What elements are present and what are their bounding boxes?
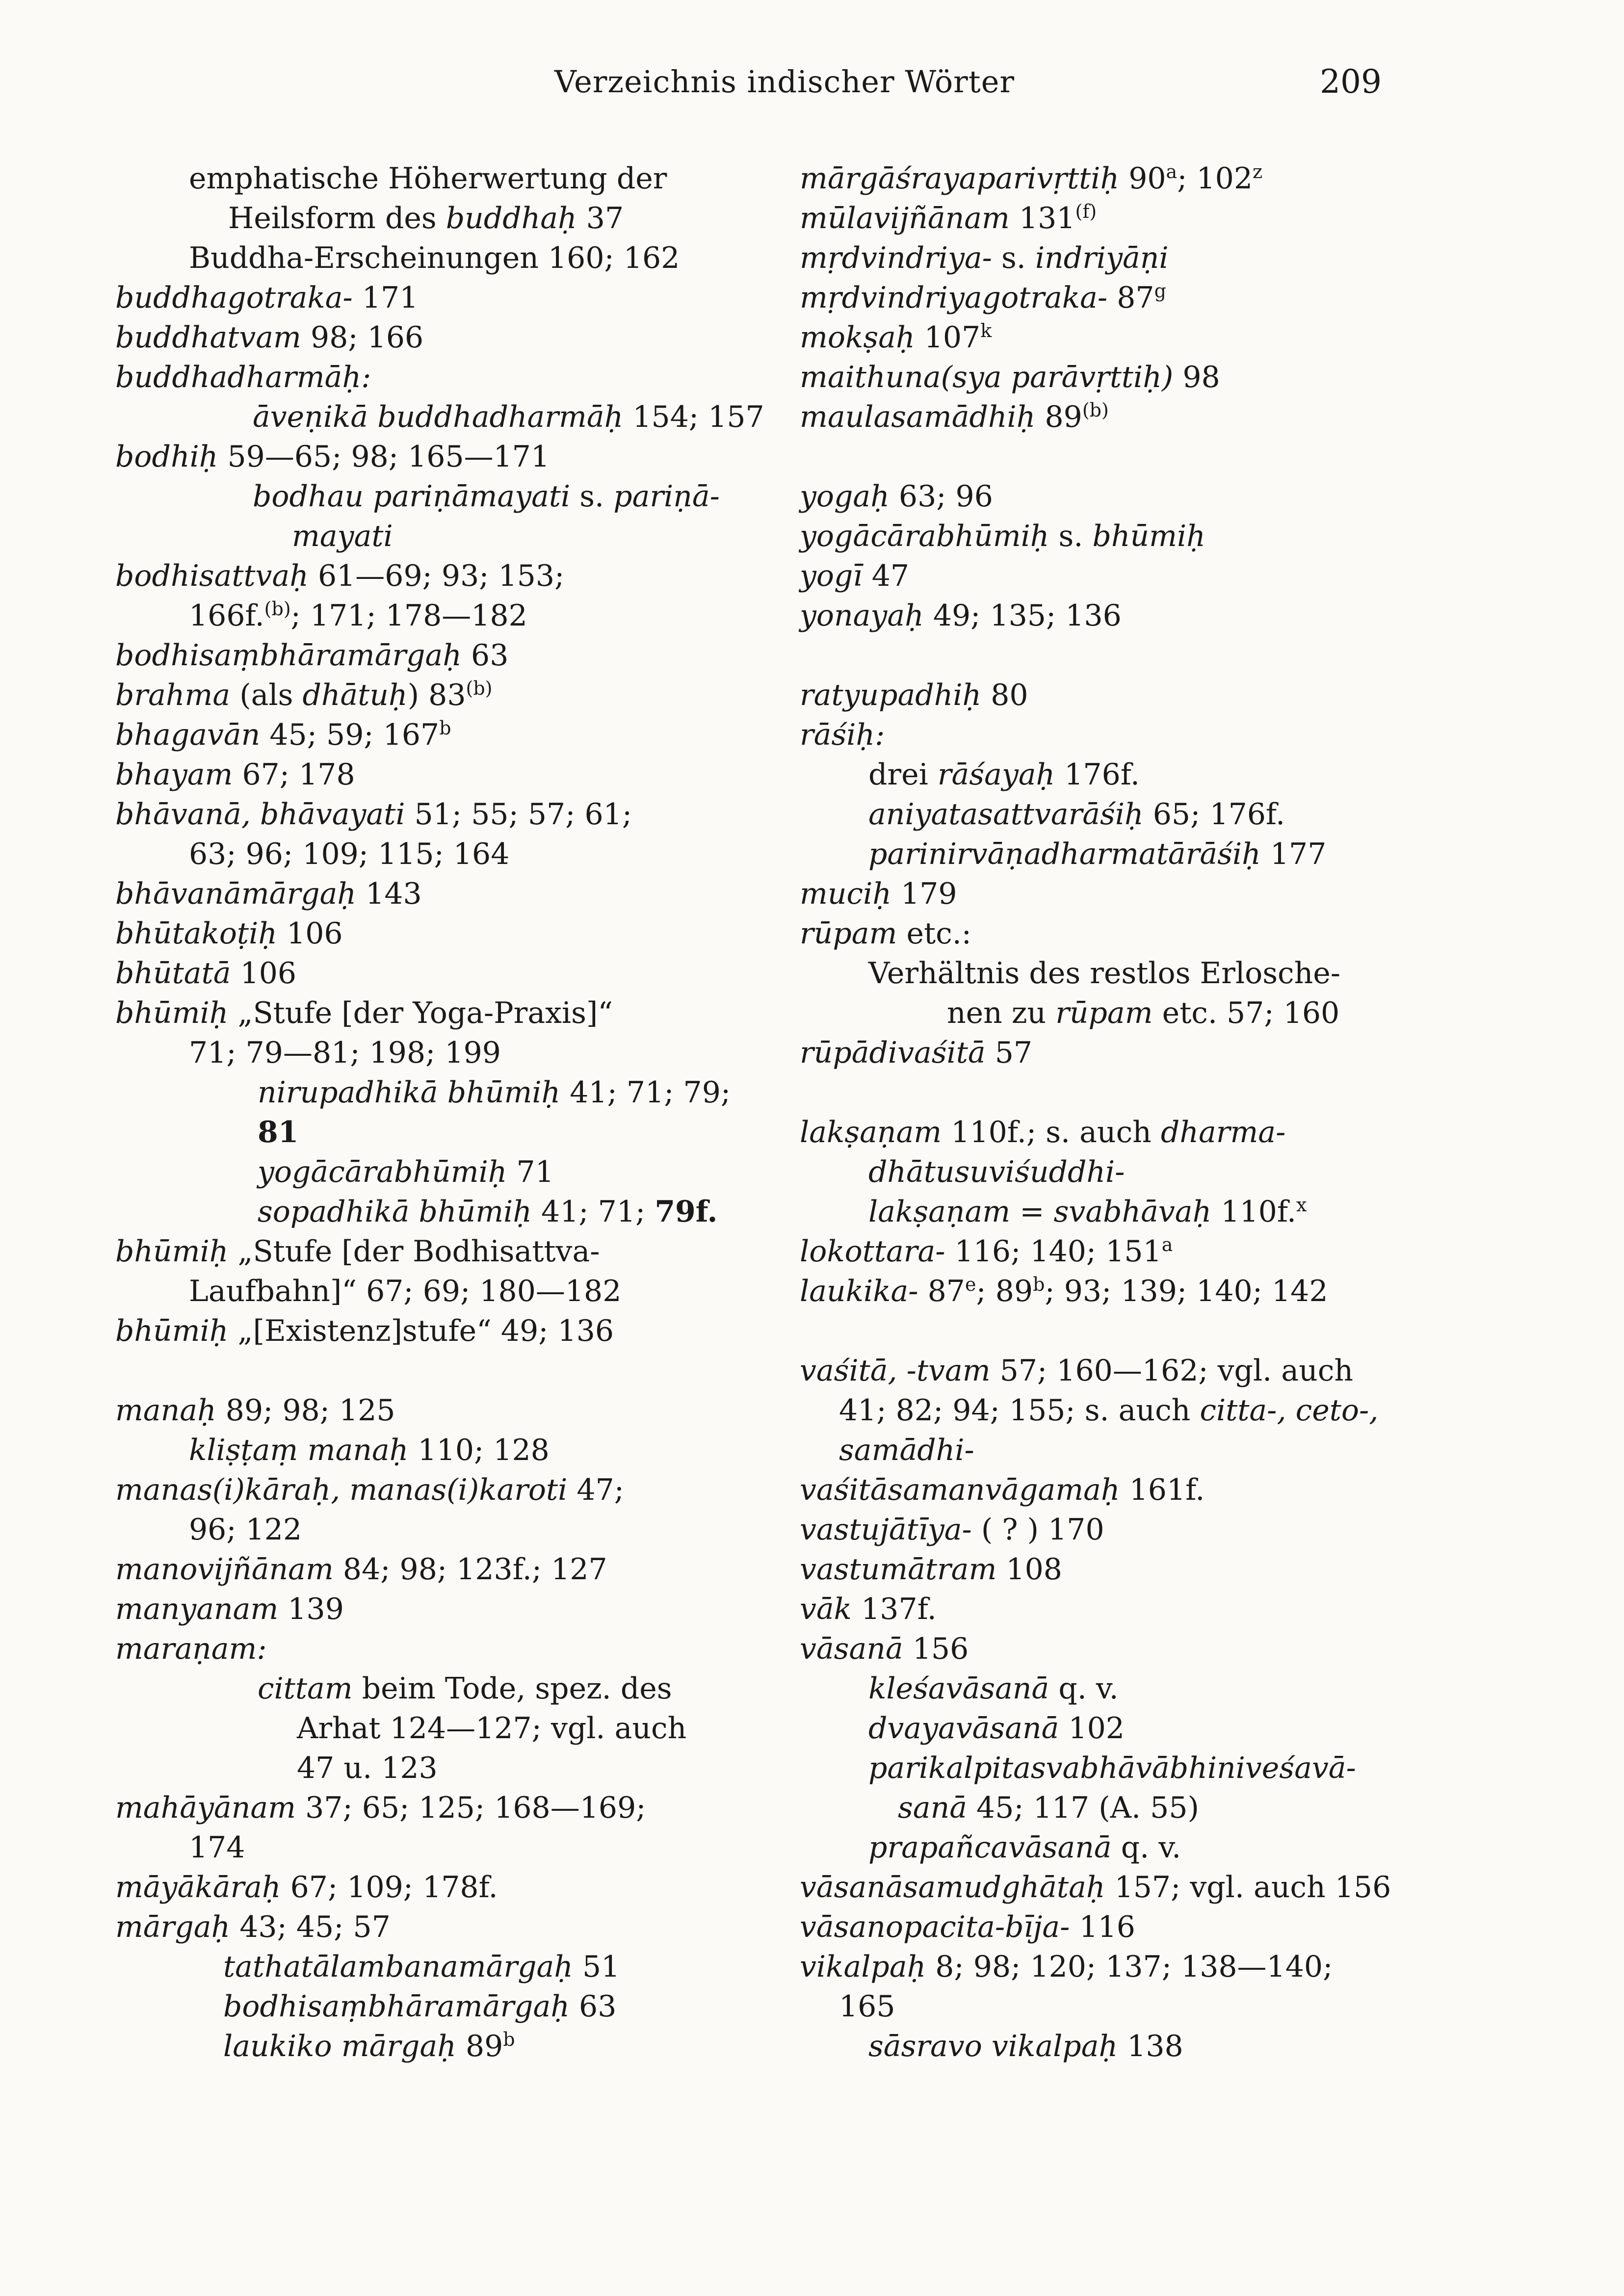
index-text: s. <box>570 479 614 514</box>
index-term: vaśitāsamanvāgamaḥ <box>800 1473 1120 1507</box>
index-line <box>868 1748 1356 1789</box>
index-text: 165 <box>839 1989 895 2024</box>
index-term: tathatālambanamārgaḥ <box>223 1950 573 1984</box>
index-term: sanā <box>898 1791 967 1825</box>
index-text: 106 <box>277 916 343 951</box>
index-text: ; 89 <box>976 1274 1033 1308</box>
index-term: mahāyānam <box>115 1791 296 1825</box>
index-line <box>189 1827 245 1868</box>
index-line <box>800 555 909 597</box>
index-text: 143 <box>356 877 422 911</box>
index-text: 65; 176f. <box>1143 797 1285 832</box>
index-term: yonayaḥ <box>800 599 924 633</box>
index-line <box>253 476 720 517</box>
index-term: manyanam <box>115 1592 279 1626</box>
index-term: nirupadhikā bhūmiḥ <box>258 1075 561 1110</box>
index-line <box>800 158 1262 199</box>
index-text: 37; 65; 125; 168—169; <box>296 1791 646 1825</box>
index-line <box>292 516 393 557</box>
index-line <box>115 277 418 318</box>
index-line <box>115 1867 498 1908</box>
index-text: emphatische Höherwertung der <box>189 161 667 196</box>
index-text: ; 93; 139; 140; 142 <box>1045 1274 1328 1308</box>
index-text: 59—65; 98; 165—171 <box>218 440 550 474</box>
page-number: 209 <box>1320 63 1382 101</box>
index-line <box>800 237 1169 279</box>
index-text: 108 <box>996 1552 1062 1587</box>
index-term: brahma <box>115 678 231 712</box>
index-text: 45; 117 (A. 55) <box>967 1791 1199 1825</box>
index-text: 87 <box>1107 281 1154 315</box>
index-term: māyākāraḥ <box>115 1870 281 1905</box>
index-text: 110; 128 <box>408 1433 550 1467</box>
index-text: 89 <box>1035 400 1082 434</box>
index-line <box>800 913 971 954</box>
index-term: laukiko mārgaḥ <box>223 2029 456 2063</box>
index-line <box>800 476 993 517</box>
index-text: 177 <box>1260 837 1327 871</box>
index-term: manovijñānam <box>115 1552 334 1587</box>
index-line <box>800 1112 1285 1153</box>
index-term: rāśiḥ: <box>800 718 885 752</box>
index-line <box>189 1032 501 1073</box>
index-term: parinirvāṇadharmatārāśiḥ <box>868 837 1261 871</box>
index-term: bodhisaṃbhāramārgaḥ <box>223 1989 570 2024</box>
index-line <box>189 1430 550 1471</box>
index-text: 47; <box>567 1473 624 1507</box>
index-text: 161f. <box>1120 1473 1205 1507</box>
index-term: bhūtakoṭiḥ <box>115 916 277 951</box>
index-line <box>898 1787 1199 1828</box>
index-text: 8; 98; 120; 137; 138—140; <box>926 1950 1333 1984</box>
index-term: mṛdvindriyagotraka- <box>800 281 1108 315</box>
index-line <box>258 1151 554 1193</box>
index-term: kliṣṭaṃ manaḥ <box>189 1433 409 1467</box>
index-line <box>868 1708 1125 1749</box>
index-term: rūpādivaśitā <box>800 1036 986 1070</box>
index-term: buddhadharmāḥ: <box>115 360 371 394</box>
index-line <box>800 675 1028 716</box>
superscript-mark: (f) <box>1075 201 1097 222</box>
index-line <box>800 595 1122 636</box>
superscript-mark: e <box>965 1274 976 1295</box>
index-text: 84; 98; 123f.; 127 <box>333 1552 607 1587</box>
index-text: 57 <box>985 1036 1033 1070</box>
index-line <box>297 1748 438 1789</box>
index-term: bhūmiḥ <box>1092 519 1205 553</box>
index-term: vāsanopacita-bīja- <box>800 1910 1070 1944</box>
index-text: beim Tode, spez. des <box>352 1671 672 1706</box>
index-text: 174 <box>189 1830 245 1865</box>
index-line <box>839 1430 974 1471</box>
index-term: bhayam <box>115 757 233 792</box>
index-term: buddhaḥ <box>445 201 577 235</box>
index-line <box>115 555 564 597</box>
index-line <box>800 1231 1173 1272</box>
index-text: 154; 157 <box>623 400 764 434</box>
index-text: „[Existenz]stufe“ 49; 136 <box>228 1314 614 1348</box>
index-text: 139 <box>278 1592 344 1626</box>
index-text: s. <box>992 241 1035 275</box>
superscript-mark: k <box>980 320 992 341</box>
index-term: kleśavāsanā <box>868 1671 1049 1706</box>
index-text: 131 <box>1009 201 1075 235</box>
index-text: 80 <box>981 678 1028 712</box>
index-text: 71; 79—81; 198; 199 <box>189 1036 501 1070</box>
index-term: buddhagotraka- <box>115 281 353 315</box>
index-text: 116; 140; 151 <box>945 1234 1162 1269</box>
index-line <box>115 1906 391 1948</box>
index-text: „Stufe [der Yoga-Praxis]“ <box>228 996 613 1030</box>
index-term: dvayavāsanā <box>868 1711 1059 1746</box>
index-term: maithuna(sya parāvṛttiḥ) <box>800 360 1174 394</box>
index-line <box>115 1549 607 1590</box>
index-line <box>115 794 632 835</box>
index-line <box>189 834 509 875</box>
index-term: lakṣaṇam <box>868 1195 1011 1229</box>
index-line <box>189 1509 302 1550</box>
index-text: 47 <box>862 559 910 593</box>
index-line <box>868 794 1285 835</box>
index-line <box>223 1946 620 1987</box>
index-line <box>800 1906 1135 1948</box>
superscript-mark: b <box>503 2029 515 2050</box>
index-text: 49; 135; 136 <box>923 599 1122 633</box>
superscript-mark: z <box>1253 161 1263 183</box>
index-line <box>868 2026 1183 2067</box>
index-text: 41; 71; 79; <box>560 1075 731 1110</box>
index-text: 57; 160—162; vgl. auch <box>990 1354 1353 1388</box>
superscript-mark: (b) <box>466 678 493 699</box>
index-term: buddhatvam <box>115 320 301 355</box>
index-term: sopadhikā bhūmiḥ <box>258 1195 532 1229</box>
superscript-mark: x <box>1296 1194 1307 1216</box>
index-term: maulasamādhiḥ <box>800 400 1036 434</box>
index-text: ( ? ) 170 <box>971 1513 1104 1547</box>
index-term: bhāvanā, bhāvayati <box>115 797 405 832</box>
index-text: 41; 82; 94; 155; s. auch <box>839 1393 1200 1428</box>
index-line <box>800 873 957 914</box>
index-line <box>800 277 1166 318</box>
index-text: ; 171; 178—182 <box>290 599 527 633</box>
index-line <box>800 317 992 358</box>
index-text: 179 <box>891 877 957 911</box>
index-line <box>189 237 680 279</box>
index-line <box>839 1986 895 2027</box>
index-term: laukika- <box>800 1274 918 1308</box>
index-term: mūlavijñānam <box>800 201 1010 235</box>
index-term: bhūmiḥ <box>115 1314 229 1348</box>
superscript-mark: a <box>1161 1234 1173 1255</box>
index-text: 51; 55; 57; 61; <box>405 797 632 832</box>
index-term: bhāvanāmārgaḥ <box>115 877 357 911</box>
index-term: indriyāṇi <box>1035 241 1169 275</box>
index-term: vāsanāsamudghātaḥ <box>800 1870 1105 1905</box>
index-term: dhātusuviśuddhi- <box>868 1155 1125 1189</box>
index-line <box>800 1867 1391 1908</box>
index-text: 157; vgl. auch 156 <box>1105 1870 1391 1905</box>
index-term: bodhiḥ <box>115 440 218 474</box>
index-line <box>258 1191 717 1232</box>
index-text: Buddha-Erscheinungen 160; 162 <box>189 241 680 275</box>
index-text: s. <box>1049 519 1093 553</box>
index-line <box>800 1350 1353 1391</box>
index-term: pariṇā- <box>613 479 720 514</box>
index-line <box>868 754 1140 795</box>
index-line <box>800 714 885 756</box>
index-line <box>223 2026 515 2067</box>
superscript-mark: a <box>1166 161 1178 183</box>
index-term: rūpam <box>1055 996 1153 1030</box>
index-line <box>800 1589 937 1630</box>
index-line <box>115 1589 344 1630</box>
index-term: mokṣaḥ <box>800 320 915 355</box>
index-text: 63; 96 <box>889 479 993 514</box>
index-term: āveṇikā buddhadharmāḥ <box>253 400 624 434</box>
index-term: rūpam <box>800 916 897 951</box>
index-line <box>115 714 451 756</box>
index-text: etc. 57; 160 <box>1153 996 1340 1030</box>
index-line <box>115 1231 600 1272</box>
index-line <box>115 1469 624 1511</box>
index-line <box>800 1469 1205 1511</box>
index-text: 171 <box>352 281 419 315</box>
index-line <box>115 754 355 795</box>
index-text: 45; 59; 167 <box>260 718 440 752</box>
index-term: vaśitā, -tvam <box>800 1354 991 1388</box>
index-term: rāśayaḥ <box>937 757 1055 792</box>
index-line <box>947 992 1339 1034</box>
index-term: bhagavān <box>115 718 261 752</box>
index-term: sāsravo vikalpaḥ <box>868 2029 1118 2063</box>
index-term: yogaḥ <box>800 479 890 514</box>
index-text: 47 u. 123 <box>297 1751 438 1785</box>
index-line <box>868 1827 1181 1868</box>
running-header-title: Verzeichnis indischer Wörter <box>554 64 1015 100</box>
index-line <box>115 1787 646 1828</box>
index-term: yogī <box>800 559 863 593</box>
index-text: (als <box>230 678 303 712</box>
index-text: 63 <box>461 638 509 673</box>
index-term: manas(i)kāraḥ, manas(i)karoti <box>115 1473 568 1507</box>
index-text: Verhältnis des restlos Erlosche- <box>868 956 1341 991</box>
index-line <box>868 1191 1307 1232</box>
main-reference: 81 <box>258 1115 299 1149</box>
index-term: dharma- <box>1160 1115 1286 1149</box>
main-reference: 79f. <box>655 1195 718 1229</box>
superscript-mark: b <box>1033 1274 1045 1295</box>
index-term: vastujātīya- <box>800 1513 972 1547</box>
index-line <box>800 1946 1333 1987</box>
index-text: 102 <box>1059 1711 1125 1746</box>
index-term: parikalpitasvabhāvābhiniveśavā- <box>868 1751 1356 1785</box>
index-line <box>800 1509 1104 1550</box>
index-term: vikalpaḥ <box>800 1950 926 1984</box>
index-line <box>258 1112 299 1153</box>
index-line <box>800 1628 969 1670</box>
index-term: samādhi- <box>839 1433 974 1467</box>
index-line <box>189 595 527 636</box>
index-term: bodhisattvaḥ <box>115 559 309 593</box>
index-text: Laufbahn]“ 67; 69; 180—182 <box>189 1274 622 1308</box>
index-text: 107 <box>915 320 981 355</box>
index-line <box>868 1151 1125 1193</box>
index-text: 37 <box>576 201 624 235</box>
index-line <box>115 436 550 477</box>
index-text: 110f. <box>1211 1195 1296 1229</box>
index-text: ) 83 <box>407 678 466 712</box>
index-text: 138 <box>1118 2029 1183 2063</box>
index-term: vastumātram <box>800 1552 997 1587</box>
index-text: nen zu <box>947 996 1056 1030</box>
index-text: ; 102 <box>1177 161 1253 196</box>
index-text: drei <box>868 757 938 792</box>
index-text: „Stufe [der Bodhisattva- <box>228 1234 600 1269</box>
index-term: bhūmiḥ <box>115 1234 229 1269</box>
index-text: 116 <box>1070 1910 1135 1944</box>
index-line <box>223 1986 616 2027</box>
index-line <box>800 1549 1062 1590</box>
index-line <box>115 992 613 1034</box>
index-term: yogācārabhūmiḥ <box>258 1155 507 1189</box>
index-line <box>115 873 422 914</box>
index-line <box>800 1271 1328 1312</box>
index-term: lakṣaṇam <box>800 1115 942 1149</box>
index-line <box>258 1668 672 1709</box>
index-term: aniyatasattvarāśiḥ <box>868 797 1144 832</box>
index-line <box>868 834 1326 875</box>
index-term: vāsanā <box>800 1632 903 1666</box>
index-term: mṛdvindriya- <box>800 241 992 275</box>
index-term: ratyupadhiḥ <box>800 678 982 712</box>
index-text: = <box>1010 1195 1054 1229</box>
superscript-mark: (b) <box>1082 399 1109 421</box>
index-text: 41; 71; <box>531 1195 655 1229</box>
index-line <box>115 1310 614 1352</box>
index-text: 51 <box>573 1950 620 1984</box>
index-line <box>868 953 1340 994</box>
index-text: 63; 96; 109; 115; 164 <box>189 837 510 871</box>
index-line <box>115 675 493 716</box>
superscript-mark: (b) <box>264 598 291 620</box>
index-text: 43; 45; 57 <box>230 1910 391 1944</box>
index-line <box>258 1072 731 1113</box>
index-term: svabhāvaḥ <box>1053 1195 1212 1229</box>
index-text: 98 <box>1173 360 1220 394</box>
superscript-mark: g <box>1154 280 1166 302</box>
index-text: 156 <box>903 1632 969 1666</box>
index-line <box>868 1668 1119 1709</box>
index-line <box>839 1390 1378 1431</box>
index-line <box>115 357 371 398</box>
index-text: q. v. <box>1111 1830 1181 1865</box>
index-term: muciḥ <box>800 877 891 911</box>
index-line <box>228 198 624 239</box>
index-text: 90 <box>1119 161 1166 196</box>
index-line <box>253 396 764 438</box>
index-text: 137f. <box>852 1592 937 1626</box>
index-term: manaḥ <box>115 1393 216 1428</box>
index-text: 176f. <box>1055 757 1140 792</box>
index-line <box>189 158 667 199</box>
index-term: vāk <box>800 1592 852 1626</box>
index-line <box>115 1628 267 1670</box>
index-text: 71 <box>507 1155 554 1189</box>
index-line <box>115 317 423 358</box>
index-text: 106 <box>231 956 297 991</box>
index-term: lokottara- <box>800 1234 945 1269</box>
index-term: dhātuḥ <box>302 678 408 712</box>
index-text: 67; 178 <box>233 757 355 792</box>
index-term: maraṇam: <box>115 1632 267 1666</box>
index-text: 96; 122 <box>189 1513 302 1547</box>
index-line <box>189 1271 621 1312</box>
index-line <box>800 396 1109 438</box>
index-text: 98; 166 <box>301 320 424 355</box>
index-text: Heilsform des <box>228 201 446 235</box>
index-line <box>800 198 1097 239</box>
index-text: 87 <box>918 1274 965 1308</box>
index-text: 89; 98; 125 <box>216 1393 395 1428</box>
index-line <box>800 1032 1032 1073</box>
index-term: cittam <box>258 1671 353 1706</box>
index-text: 89 <box>456 2029 503 2063</box>
index-line <box>800 516 1205 557</box>
index-text: Arhat 124—127; vgl. auch <box>297 1711 687 1746</box>
index-text: 166f. <box>189 599 264 633</box>
superscript-mark: b <box>439 717 451 739</box>
index-text: 67; 109; 178f. <box>281 1870 498 1905</box>
index-line <box>115 1390 395 1431</box>
index-text: q. v. <box>1049 1671 1119 1706</box>
index-term: mārgāśrayaparivṛttiḥ <box>800 161 1120 196</box>
index-line <box>115 913 343 954</box>
index-text: 110f.; s. auch <box>942 1115 1161 1149</box>
index-term: bodhisaṃbhāramārgaḥ <box>115 638 462 673</box>
index-term: bodhau pariṇāmayati <box>253 479 571 514</box>
index-term: prapañcavāsanā <box>868 1830 1112 1865</box>
index-line <box>115 635 508 676</box>
index-text: etc.: <box>897 916 971 951</box>
index-term: citta-, ceto-, <box>1200 1393 1379 1428</box>
index-term: yogācārabhūmiḥ <box>800 519 1049 553</box>
index-text: 61—69; 93; 153; <box>308 559 565 593</box>
index-line <box>800 357 1220 398</box>
index-line <box>297 1708 686 1749</box>
index-term: bhūmiḥ <box>115 996 229 1030</box>
index-text: 63 <box>569 1989 617 2024</box>
index-term: mārgaḥ <box>115 1910 231 1944</box>
index-line <box>115 953 296 994</box>
index-term: bhūtatā <box>115 956 231 991</box>
index-term: mayati <box>292 519 393 553</box>
